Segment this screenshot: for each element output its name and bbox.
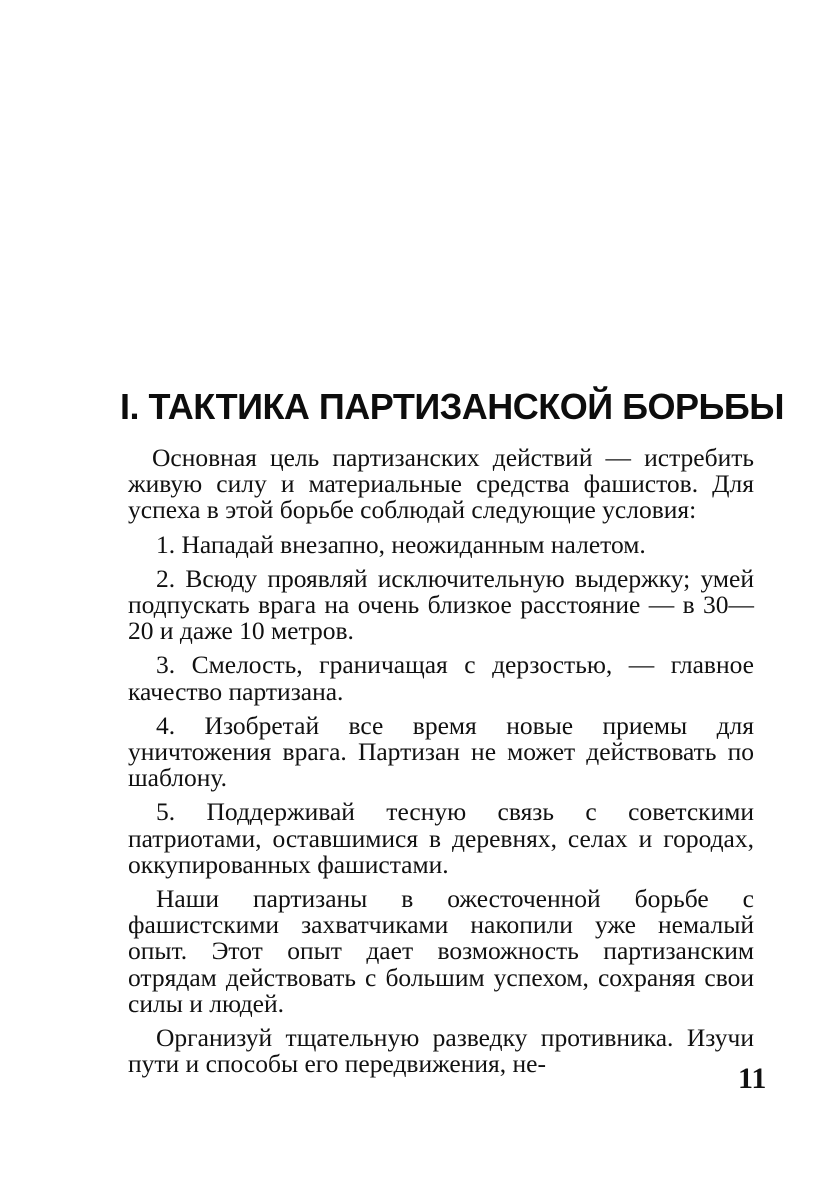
page-number: 11: [738, 1062, 767, 1095]
rule-1: 1. Нападай внезапно, неожиданным налетом.: [156, 529, 646, 559]
body-text: [128, 445, 754, 1085]
rule-3: 3. Смелость, граничащая с дерзостью, — главное качество партизана.: [128, 650, 754, 706]
intro-paragraph: Основная цель партизанских действий — истребить живую силу и материальные средства фашистов. Для успеха в этой борьбе соблюдай следующие условия:: [128, 443, 754, 525]
recon-paragraph: Организуй тщательную разведку противника. Изучи пути и способы его передвижения, не-: [128, 1023, 754, 1079]
experience-paragraph: Наши партизаны в ожесточенной борьбе с фашистскими захватчиками накопили уже немалый опыт. Этот опыт дает возможность партизанским отрядам действовать с большим успехом, сохраняя свои силы и людей.: [128, 884, 754, 1018]
chapter-title: I. ТАКТИКА ПАРТИЗАНСКОЙ БОРЬБЫ: [120, 386, 784, 427]
rule-4: 4. Изобретай все время новые приемы для уничтожения врага. Партизан не может действовать по шаблону.: [128, 710, 754, 793]
rule-2: 2. Всюду проявляй исключительную выдержку; умей подпускать врага на очень близкое расстояние — в 30—20 и даже 10 метров.: [128, 563, 754, 646]
rule-5: 5. Поддерживай тесную связь с советскими патриотами, оставшимися в деревнях, селах и городах, оккупированных фашистами.: [128, 797, 754, 879]
